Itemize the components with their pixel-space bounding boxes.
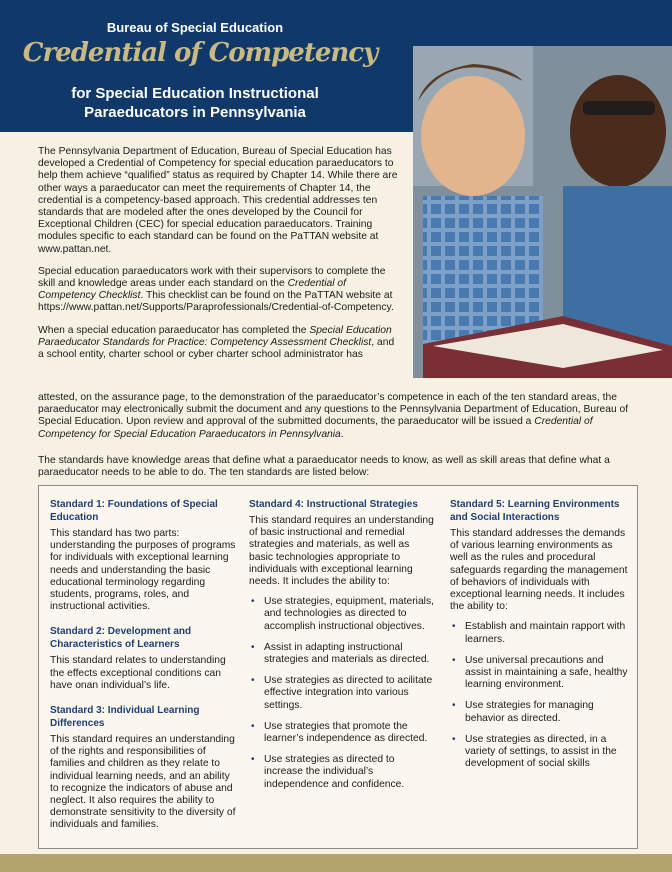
standard-1-text: This standard has two parts: understanding the purposes of programs for individuals with exceptional learning needs and understanding the basic educational terminology regarding students, programs, roles, and instructional activities. [50, 528, 236, 613]
standard-5-list [450, 621, 628, 770]
list-item: • Use universal precautions and assist in maintaining a safe, healthy learning environment. [465, 655, 628, 692]
intro-paragraph-1: The Pennsylvania Department of Education, Bureau of Special Education has developed a Credential of Competency for special education paraeducators to help them achieve “qualified” status as required by Chapter 14. While there are other ways a paraeducator can meet the requirements of Chapter 14, the credential is a competency-based approach. This credential addresses ten standards that are modeled after the ones developed by the Council for Exceptional Children (CEC) for special education paraeducators. Training modules specific to each standard can be found on the PaTTAN website at www.pattan.net. [38, 146, 398, 255]
standard-2-title: Standard 2: Development and Characteristics of Learners [50, 626, 192, 651]
intro-paragraph-3-start: When a special education paraeducator has completed the Special Education Paraeducator Standards for Practice: Competency Assessment Checklist, and a school entity, charter school or cyber charter school administrator has [38, 324, 395, 361]
intro-paragraph-2: Special education paraeducators work with their supervisors to complete the skill and knowledge areas under each standard on the Credential of Competency Checklist. This checklist can be found on the PaTTAN website at https://www.pattan.net/Supports/Paraprofessionals/Credential-of-Competency. [38, 265, 394, 314]
list-item: • Use strategies as directed, in a variety of settings, to assist in the development of social skills [465, 734, 628, 771]
subtitle-line-2: Paraeducators in Pennsylvania [84, 104, 306, 121]
page-title: Credential of Competency [22, 38, 378, 68]
standards-column-3 [450, 498, 628, 779]
list-item: • Assist in adapting instructional strategies and materials as directed. [264, 642, 434, 666]
standards-column-2 [249, 498, 434, 800]
list-item: • Use strategies for managing behavior as directed. [465, 700, 628, 724]
hero-photo [413, 46, 672, 378]
page-subtitle [0, 84, 390, 122]
standards-box [38, 485, 638, 849]
standard-5-text: This standard addresses the demands of various learning environments as well as the rules and procedural safeguards regarding the management of behaviors of individuals with exceptional learning needs. It includes the ability to: [450, 528, 628, 613]
list-item: • Use strategies as directed to increase the individual’s independence and confidence. [264, 754, 434, 791]
subtitle-line-1: for Special Education Instructional [71, 85, 319, 102]
organization-name: Bureau of Special Education [106, 20, 284, 35]
standard-4-title: Standard 4: Instructional Strategies [249, 499, 418, 510]
intro-text [38, 146, 402, 361]
footer-bar [0, 854, 672, 872]
paragraph-3-continued: attested, on the assurance page, to the demonstration of the paraeducator’s competence in each of the ten standard areas, the paraeducator may electronically submit the document and any questions to the Pennsylvania Department of Education, Bureau of Special Education. Upon review and approval of the submitted documents, the paraeducator will be issued a Credential of Competency for Special Education Paraeducators in Pennsylvania. [38, 392, 629, 440]
standard-5-title: Standard 5: Learning Environments and Social Interactions [450, 499, 620, 523]
standard-3-text: This standard requires an understanding of the rights and responsibilities of families and children as they relate to individual learning needs, and an ability to recognize the indicators of abuse and neglect. It also requires the ability to demonstrate sensitivity to the diversity of individuals and families. [50, 734, 236, 831]
list-item: • Establish and maintain rapport with learners. [465, 621, 628, 645]
standards-column-1 [50, 498, 240, 844]
paragraph-4: The standards have knowledge areas that define what a paraeducator needs to know, as well as skill areas that define what a paraeducator needs to be able to do. The ten standards are listed below: [38, 455, 610, 479]
standard-3-title: Standard 3: Individual Learning Differences [50, 705, 200, 730]
list-item: • Use strategies, equipment, materials, and technologies as directed to accomplish instructional objectives. [264, 596, 434, 633]
list-item: • Use strategies as directed to acilitate effective integration into various settings. [264, 675, 434, 712]
standard-2-text: This standard relates to understanding the effects exceptional conditions can have onan individual’s life. [50, 655, 226, 691]
photo-illustration [413, 46, 672, 378]
standard-4-list [249, 596, 434, 791]
standard-1-title: Standard 1: Foundations of Special Education [50, 499, 218, 523]
list-item: • Use strategies that promote the learner’s independence as directed. [264, 721, 434, 745]
standard-4-text: This standard requires an understanding of basic instructional and remedial strategies and materials, as well as basic technologies appropriate to individuals with exceptional learning needs. It includes the ability to: [249, 515, 434, 588]
